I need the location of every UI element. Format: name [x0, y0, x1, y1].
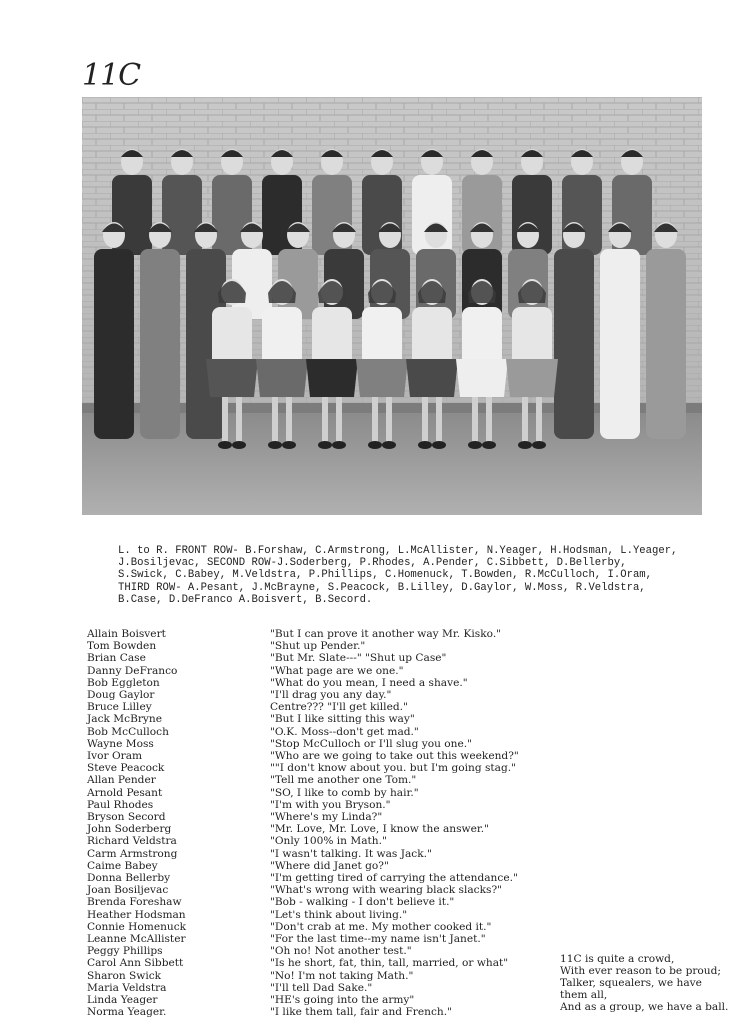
student-name: Allain Boisvert	[87, 628, 166, 640]
student-name: Steve Peacock	[87, 762, 165, 775]
student-quote: "Don't crab at me. My mother cooked it."	[270, 920, 492, 933]
student-name: Ivor Oram	[87, 750, 143, 763]
student-quote: "But Mr. Slate---" "Shut up Case"	[270, 652, 447, 665]
student-quote: "What page are we one."	[270, 664, 404, 677]
student-quote: "Mr. Love, Mr. Love, I know the answer."	[270, 823, 490, 836]
student-quote: "O.K. Moss--don't get mad."	[270, 725, 419, 738]
student-name: Connie Homenuck	[87, 920, 187, 933]
page-label: 11C	[82, 58, 141, 93]
student-quote: "Tell me another one Tom."	[270, 774, 417, 787]
student-name: Leanne McAllister	[87, 933, 186, 946]
student-name: Richard Veldstra	[87, 835, 177, 848]
student-quote: "SO, I like to comb by hair."	[270, 786, 419, 799]
poem-line: 11C is quite a crowd,	[560, 953, 675, 965]
poem-line: With ever reason to be proud;	[560, 965, 721, 977]
student-quote: "Only 100% in Math."	[270, 835, 387, 848]
student-quote: "I'm with you Bryson."	[270, 798, 391, 811]
student-name: Danny DeFranco	[87, 664, 178, 677]
student-quote: ""I don't know about you. but I'm going stag."	[270, 762, 517, 775]
student-quote: "Where's my Linda?"	[270, 811, 383, 824]
student-name: Peggy Phillips	[87, 945, 163, 958]
student-name: Tom Bowden	[87, 640, 157, 653]
class-photo	[82, 97, 702, 515]
student-name: Arnold Pesant	[87, 786, 163, 799]
student-name: Carm Armstrong	[87, 847, 178, 860]
student-name: Doug Gaylor	[87, 689, 155, 702]
student-quote: "I wasn't talking. It was Jack."	[270, 847, 432, 860]
student-quote: "Oh no! Not another test."	[270, 945, 412, 958]
student-name: Bruce Lilley	[87, 701, 152, 714]
student-quote: "Shut up Pender."	[270, 640, 366, 653]
student-quote: "Who are we going to take out this weekend?"	[270, 750, 519, 763]
student-name: Bob McCulloch	[87, 725, 169, 738]
student-quote: "What do you mean, I need a shave."	[270, 676, 468, 689]
poem-line: Talker, squealers, we have	[560, 977, 702, 989]
student-name: Paul Rhodes	[87, 798, 154, 811]
student-quote: "I like them tall, fair and French."	[270, 1006, 452, 1019]
student-name: Jack McBryne	[87, 713, 162, 726]
student-quote: "I'll drag you any day."	[270, 689, 392, 702]
student-name: Sharon Swick	[87, 969, 162, 982]
student-quote: Centre??? "I'll get killed."	[270, 701, 408, 714]
middle-row-student	[600, 222, 640, 439]
student-name: John Soderberg	[87, 823, 172, 836]
student-quote: "But I can prove it another way Mr. Kisko."	[270, 628, 502, 640]
student-name: Allan Pender	[87, 774, 156, 787]
student-quote: "No! I'm not taking Math."	[270, 969, 414, 982]
photo-caption: L. to R. FRONT ROW- B.Forshaw, C.Armstrong, L.McAllister, N.Yeager, H.Hodsman, L.Yeager, J.Bosiljevac, SECOND ROW-J.Soderberg, P.Rhodes, A.Pender, C.Sibbett, D.Bellerby, S.Swick, C.Babey, M.Veldstra, P.Phillips, C.Homenuck, T.Bowden, R.McCulloch, I.Oram, THIRD ROW- A.Pesant, J.McBrayne, S.Peacock, B.Lilley, D.Gaylor, W.Moss, R.Veldstra, B.Case, D.DeFranco A.Boisvert, B.Secord.	[118, 545, 678, 606]
student-quote: "I'll tell Dad Sake."	[270, 981, 373, 994]
class-poem	[560, 953, 744, 1013]
student-quote: "Stop McCulloch or I'll slug you one."	[270, 737, 473, 750]
student-name: Carol Ann Sibbett	[87, 957, 184, 970]
student-quote: "Let's think about living."	[270, 908, 408, 921]
student-name: Norma Yeager.	[87, 1006, 167, 1019]
poem-line: them all,	[560, 989, 608, 1001]
student-names-column	[87, 628, 267, 1019]
student-name: Bob Eggleton	[87, 676, 160, 689]
student-name: Donna Bellerby	[87, 872, 171, 885]
student-name: Heather Hodsman	[87, 908, 186, 921]
poem-line: And as a group, we have a ball.	[560, 1001, 729, 1013]
student-name: Bryson Secord	[87, 811, 166, 824]
student-name: Maria Veldstra	[87, 981, 167, 994]
student-quote: "Bob - walking - I don't believe it."	[270, 896, 455, 909]
middle-row-student	[94, 222, 134, 439]
student-name: Wayne Moss	[87, 737, 154, 750]
student-name: Joan Bosiljevac	[87, 884, 169, 897]
student-name: Caime Babey	[87, 859, 158, 872]
student-quote: "HE's going into the army"	[270, 994, 415, 1007]
student-quotes-column	[270, 628, 570, 1019]
middle-row-student	[140, 222, 180, 439]
student-name: Brian Case	[87, 652, 146, 665]
student-quote: "I'm getting tired of carrying the attendance."	[270, 872, 518, 885]
middle-row-student	[646, 222, 686, 439]
middle-row-student	[554, 222, 594, 439]
student-quote: "Is he short, fat, thin, tall, married, or what"	[270, 957, 509, 970]
student-quote: "But I like sitting this way"	[270, 713, 415, 726]
student-quote: "Where did Janet go?"	[270, 859, 389, 872]
student-quote: "For the last time--my name isn't Janet."	[270, 933, 486, 946]
student-quote: "What's wrong with wearing black slacks?"	[270, 884, 503, 897]
student-name: Brenda Foreshaw	[87, 896, 182, 909]
student-name: Linda Yeager	[87, 994, 158, 1007]
class-photo-illustration	[82, 97, 702, 515]
